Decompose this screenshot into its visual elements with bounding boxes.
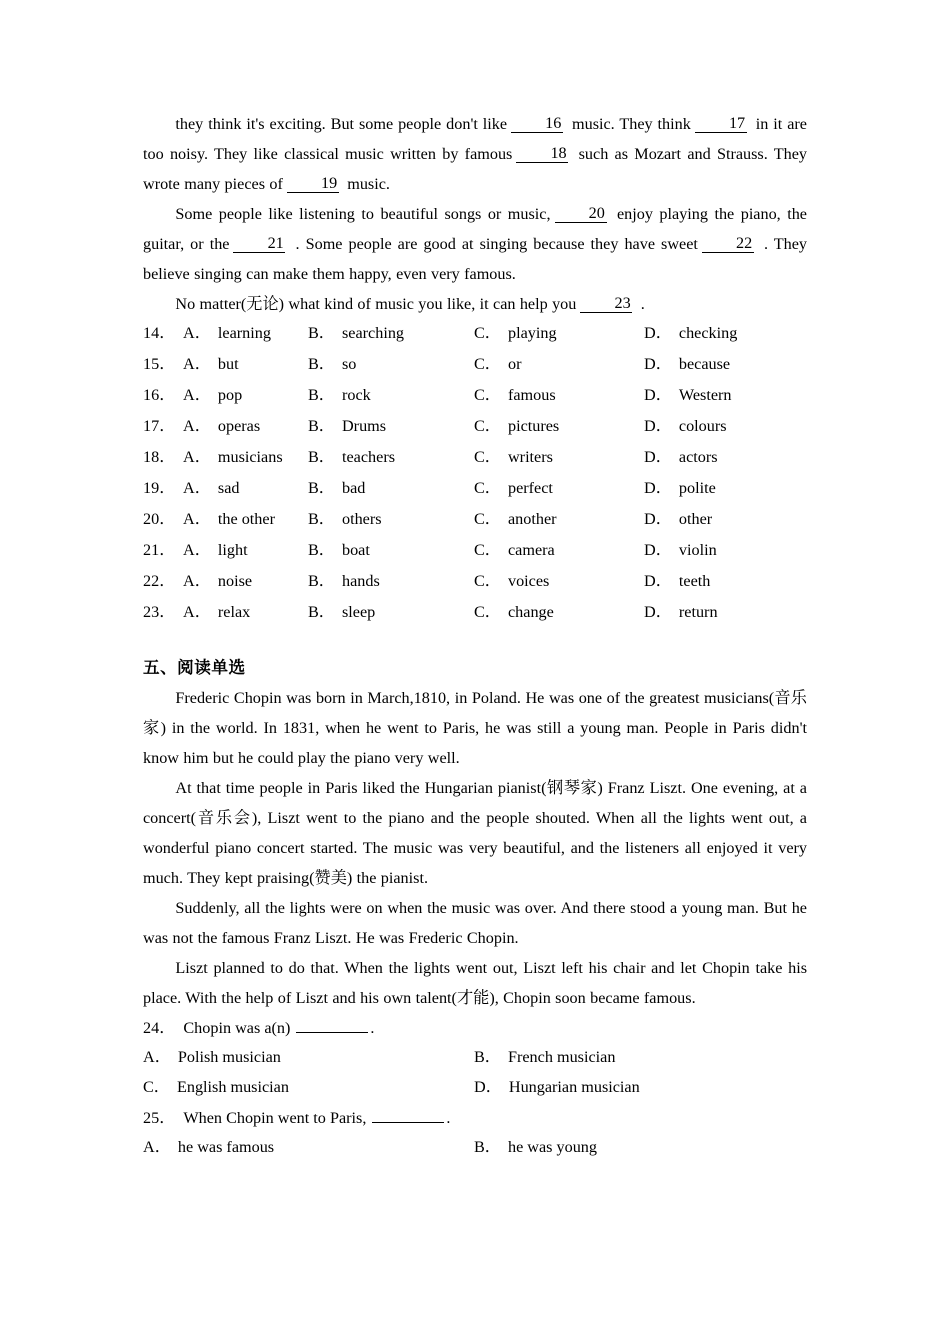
question-number: 24． — [143, 1019, 176, 1037]
cloze-passage — [143, 109, 807, 319]
option-A[interactable] — [183, 381, 242, 405]
option-text: rock — [341, 386, 371, 404]
question-number: 19． — [143, 479, 176, 497]
option-letter: C． — [474, 324, 501, 342]
option-B[interactable] — [308, 598, 375, 622]
option-text: Polish musician — [177, 1048, 281, 1066]
option-C[interactable] — [474, 443, 553, 467]
cloze-question-row — [143, 319, 807, 350]
option-text: sad — [217, 479, 240, 497]
answer-blank[interactable] — [296, 1017, 368, 1033]
option-A[interactable] — [183, 505, 275, 529]
question-text: When Chopin went to Paris, — [183, 1109, 371, 1127]
spacer — [143, 629, 807, 653]
option-letter: D． — [644, 324, 672, 342]
option-B[interactable] — [308, 350, 356, 374]
option-text: sleep — [341, 603, 376, 621]
option-text: other — [678, 510, 713, 528]
passage-text: enjoy playing the piano, the guitar, or the — [143, 205, 807, 253]
section-heading: 五、阅读单选 — [143, 658, 246, 677]
option-text: pictures — [507, 417, 560, 435]
option-B[interactable] — [308, 412, 386, 436]
question-number: 14． — [143, 324, 176, 342]
option-C[interactable] — [474, 319, 557, 343]
question-number: 17． — [143, 417, 176, 435]
option-letter: C． — [474, 541, 501, 559]
passage-text: such as Mozart and Strauss. They wrote many pieces of — [143, 145, 808, 193]
passage-text: in it are too noisy. They like classical music written by famous — [143, 115, 807, 163]
option-letter: A． — [183, 386, 211, 404]
option-A[interactable] — [143, 1043, 281, 1067]
passage-text: music. They think — [567, 115, 691, 133]
option-text: perfect — [507, 479, 553, 497]
option-text: writers — [507, 448, 553, 466]
option-D[interactable] — [644, 474, 716, 498]
option-text: playing — [507, 324, 557, 342]
option-letter: A． — [183, 541, 211, 559]
option-letter: C． — [474, 386, 501, 404]
option-letter: A． — [183, 448, 211, 466]
option-letter: C． — [474, 510, 501, 528]
option-letter: D． — [644, 541, 672, 559]
option-B[interactable] — [308, 536, 370, 560]
option-letter: B． — [308, 448, 335, 466]
option-letter: A． — [183, 355, 211, 373]
option-D[interactable] — [644, 505, 712, 529]
option-D[interactable] — [644, 412, 727, 436]
option-text: Hungarian musician — [508, 1078, 640, 1096]
option-A[interactable] — [183, 319, 271, 343]
passage-text: Some people like listening to beautiful songs or music, — [175, 205, 551, 223]
option-letter: A． — [183, 603, 211, 621]
option-text: colours — [678, 417, 727, 435]
option-row — [143, 1073, 807, 1103]
option-B[interactable] — [308, 474, 365, 498]
option-row — [143, 1043, 807, 1073]
option-letter: C． — [474, 448, 501, 466]
option-text: boat — [341, 541, 370, 559]
option-D[interactable] — [644, 350, 730, 374]
option-C[interactable] — [143, 1073, 289, 1097]
option-text: relax — [217, 603, 251, 621]
option-letter: A． — [183, 479, 211, 497]
option-letter: C． — [474, 355, 501, 373]
cloze-blank-21[interactable]: 21 — [233, 235, 285, 253]
option-text: hands — [341, 572, 380, 590]
option-text: teachers — [341, 448, 396, 466]
cloze-blank-18[interactable]: 18 — [516, 145, 568, 163]
option-letter: D． — [644, 479, 672, 497]
option-letter: A． — [183, 417, 211, 435]
option-letter: C． — [474, 417, 501, 435]
question-text-end: . — [446, 1109, 451, 1127]
option-text: he was famous — [177, 1138, 275, 1156]
passage-text: . They believe singing can make them happy, even very famous. — [143, 235, 807, 283]
option-B[interactable] — [474, 1043, 615, 1067]
option-text: so — [341, 355, 357, 373]
option-A[interactable] — [183, 474, 239, 498]
option-A[interactable] — [183, 598, 250, 622]
question-stem — [143, 1013, 807, 1043]
question-text-end: . — [370, 1019, 375, 1037]
option-letter: D． — [644, 510, 672, 528]
option-text: because — [678, 355, 731, 373]
option-text: Drums — [341, 417, 387, 435]
reading-paragraph: Frederic Chopin was born in March,1810, in Poland. He was one of the greatest musicians(音乐家) in the world. In 1831, when he went to Paris, he was still a young man. People in Paris didn't know him but he could play the piano very well. — [143, 689, 807, 767]
question-number: 25． — [143, 1109, 176, 1127]
answer-blank[interactable] — [372, 1107, 444, 1123]
option-C[interactable] — [474, 505, 557, 529]
question-text: Chopin was a(n) — [183, 1019, 295, 1037]
option-text: pop — [217, 386, 243, 404]
cloze-question-row — [143, 505, 807, 536]
option-text: violin — [678, 541, 717, 559]
cloze-blank-16[interactable]: 16 — [511, 115, 563, 133]
option-text: famous — [507, 386, 556, 404]
reading-paragraph: Liszt planned to do that. When the lights went out, Liszt left his chair and let Chopin take his place. With the help of Liszt and his own talent(才能), Chopin soon became famous. — [143, 959, 807, 1007]
option-letter: B． — [308, 510, 335, 528]
option-C[interactable] — [474, 598, 554, 622]
passage-text: . Some people are good at singing because they have sweet — [289, 235, 698, 253]
option-text: actors — [678, 448, 718, 466]
passage-text: . — [636, 295, 645, 313]
option-letter: D． — [644, 417, 672, 435]
option-letter: D． — [644, 448, 672, 466]
option-A[interactable] — [183, 567, 252, 591]
option-text: return — [678, 603, 718, 621]
option-text: change — [507, 603, 554, 621]
passage-text: music. — [342, 175, 390, 193]
option-D[interactable] — [644, 567, 710, 591]
option-text: light — [217, 541, 248, 559]
cloze-paragraph — [143, 199, 807, 289]
option-A[interactable] — [143, 1133, 274, 1157]
option-text: Western — [678, 386, 732, 404]
option-C[interactable] — [474, 567, 549, 591]
option-text: English musician — [176, 1078, 289, 1096]
question-number: 15． — [143, 355, 176, 373]
option-A[interactable] — [183, 412, 260, 436]
option-letter: B． — [308, 324, 335, 342]
option-letter: C． — [143, 1078, 170, 1096]
option-C[interactable] — [474, 412, 559, 436]
passage-text: they think it's exciting. But some people don't like — [175, 115, 508, 133]
option-C[interactable] — [474, 474, 553, 498]
option-D[interactable] — [644, 381, 732, 405]
option-text: polite — [678, 479, 716, 497]
option-letter: B． — [474, 1138, 501, 1156]
cloze-question-row — [143, 381, 807, 412]
reading-paragraph: At that time people in Paris liked the Hungarian pianist(钢琴家) Franz Liszt. One evening, at a concert(音乐会), Liszt went to the piano and the people shouted. When all the lights went out, a wonderful piano concert started. The music was very beautiful, and the listeners all enjoyed it very much. They kept praising(赞美) the pianist. — [143, 779, 807, 887]
cloze-question-row — [143, 598, 807, 629]
option-A[interactable] — [183, 536, 248, 560]
question-number: 18． — [143, 448, 176, 466]
option-D[interactable] — [644, 598, 718, 622]
option-letter: C． — [474, 479, 501, 497]
option-letter: A． — [183, 324, 211, 342]
option-letter: D． — [644, 603, 672, 621]
question-number: 20． — [143, 510, 176, 528]
option-B[interactable] — [308, 567, 380, 591]
option-letter: A． — [143, 1048, 171, 1066]
option-C[interactable] — [474, 350, 521, 374]
option-letter: C． — [474, 572, 501, 590]
cloze-question-row — [143, 536, 807, 567]
cloze-question-list — [143, 319, 807, 629]
option-text: checking — [678, 324, 738, 342]
reading-passage — [143, 683, 807, 1013]
cloze-blank-17[interactable]: 17 — [695, 115, 747, 133]
option-A[interactable] — [183, 350, 239, 374]
cloze-blank-23[interactable]: 23 — [580, 295, 632, 313]
cloze-question-row — [143, 567, 807, 598]
option-text: learning — [217, 324, 271, 342]
question-number: 16． — [143, 386, 176, 404]
option-letter: B． — [308, 603, 335, 621]
option-D[interactable] — [644, 443, 718, 467]
option-letter: D． — [474, 1078, 502, 1096]
option-text: camera — [507, 541, 555, 559]
option-letter: D． — [644, 355, 672, 373]
option-C[interactable] — [474, 536, 555, 560]
cloze-question-row — [143, 350, 807, 381]
option-text: but — [217, 355, 239, 373]
option-text: searching — [341, 324, 405, 342]
option-A[interactable] — [183, 443, 283, 467]
option-text: he was young — [507, 1138, 597, 1156]
option-text: bad — [341, 479, 366, 497]
option-text: another — [507, 510, 557, 528]
cloze-question-row — [143, 412, 807, 443]
option-B[interactable] — [474, 1133, 597, 1157]
option-D[interactable] — [644, 536, 717, 560]
option-B[interactable] — [308, 443, 395, 467]
option-D[interactable] — [474, 1073, 640, 1097]
option-text: French musician — [507, 1048, 616, 1066]
question-number: 23． — [143, 603, 176, 621]
option-letter: B． — [308, 572, 335, 590]
option-letter: A． — [183, 572, 211, 590]
option-text: or — [507, 355, 522, 373]
cloze-question-row — [143, 474, 807, 505]
question-number: 22． — [143, 572, 176, 590]
cloze-paragraph — [143, 109, 807, 199]
cloze-question-row — [143, 443, 807, 474]
option-C[interactable] — [474, 381, 556, 405]
option-letter: A． — [183, 510, 211, 528]
option-text: the other — [217, 510, 275, 528]
option-letter: B． — [308, 386, 335, 404]
cloze-blank-20[interactable]: 20 — [555, 205, 607, 223]
option-text: others — [341, 510, 382, 528]
option-letter: B． — [474, 1048, 501, 1066]
document-page — [143, 109, 807, 1163]
option-letter: B． — [308, 417, 335, 435]
option-letter: A． — [143, 1138, 171, 1156]
option-letter: D． — [644, 386, 672, 404]
option-text: teeth — [678, 572, 711, 590]
reading-paragraph: Suddenly, all the lights were on when the music was over. And there stood a young man. But he was not the famous Franz Liszt. He was Frederic Chopin. — [143, 899, 807, 947]
option-letter: C． — [474, 603, 501, 621]
option-letter: B． — [308, 355, 335, 373]
option-letter: D． — [644, 572, 672, 590]
option-row — [143, 1133, 807, 1163]
passage-text: No matter(无论) what kind of music you like, it can help you — [175, 295, 577, 313]
option-D[interactable] — [644, 319, 737, 343]
option-letter: B． — [308, 541, 335, 559]
question-stem — [143, 1103, 807, 1133]
option-text: musicians — [217, 448, 283, 466]
option-B[interactable] — [308, 319, 404, 343]
option-B[interactable] — [308, 505, 382, 529]
cloze-blank-22[interactable]: 22 — [702, 235, 754, 253]
option-text: operas — [217, 417, 261, 435]
reading-question-list — [143, 1013, 807, 1163]
option-letter: B． — [308, 479, 335, 497]
option-B[interactable] — [308, 381, 371, 405]
question-number: 21． — [143, 541, 176, 559]
option-text: noise — [217, 572, 253, 590]
option-text: voices — [507, 572, 550, 590]
cloze-blank-19[interactable]: 19 — [287, 175, 339, 193]
cloze-paragraph — [143, 289, 807, 319]
